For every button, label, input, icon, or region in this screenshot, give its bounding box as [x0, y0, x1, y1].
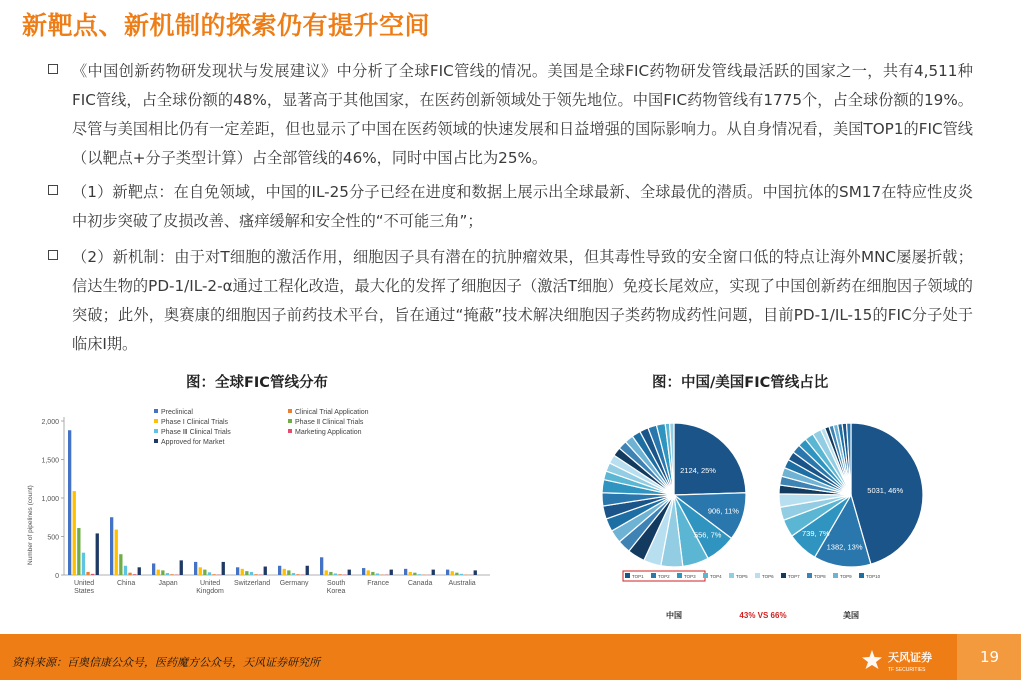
bar-9-2 — [460, 574, 463, 575]
bar-1-6 — [138, 567, 141, 575]
bar-2-3 — [170, 574, 173, 575]
bullet-square-icon — [48, 250, 58, 260]
bar-5-2 — [292, 573, 295, 575]
bar-0-4 — [77, 528, 80, 575]
bar-3-4 — [203, 570, 206, 575]
legend-swatch — [807, 573, 812, 578]
y-tick-label: 2,000 — [41, 419, 59, 426]
legend-label: Approved for Market — [161, 439, 225, 446]
legend-label: Marketing Application — [295, 429, 362, 436]
page-title: 新靶点、新机制的探索仍有提升空间 — [22, 11, 431, 40]
legend-swatch — [288, 419, 292, 423]
footer — [0, 634, 1021, 680]
x-tick-label: Kingdom — [196, 588, 224, 595]
bar-6-0 — [320, 557, 323, 575]
bar-4-4 — [245, 571, 248, 575]
bar-5-1 — [283, 569, 286, 575]
bar-0-2 — [82, 553, 85, 575]
legend-label: TOP8 — [814, 574, 826, 579]
bar-6-6 — [348, 570, 351, 575]
legend-label: TOP2 — [658, 574, 670, 579]
legend-swatch — [729, 573, 734, 578]
bar-3-3 — [212, 574, 215, 575]
bar-6-3 — [338, 574, 341, 575]
y-tick-label: 500 — [47, 534, 59, 542]
bar-0-5 — [91, 574, 94, 575]
legend-label: Phase Ⅲ Clinical Trials — [161, 429, 231, 436]
bar-5-6 — [306, 566, 309, 575]
bar-9-0 — [446, 570, 449, 575]
y-tick-label: 1,000 — [41, 496, 59, 503]
legend-label: TOP5 — [736, 574, 748, 579]
bar-9-4 — [455, 573, 458, 575]
bar-0-1 — [73, 491, 76, 575]
x-tick-label: United — [73, 580, 95, 587]
pie-label: 1382, 13% — [826, 542, 863, 552]
page-number: 19 — [980, 648, 1000, 666]
x-tick-label: Canada — [407, 580, 433, 587]
legend-swatch — [703, 573, 708, 578]
comparison-label: 43% VS 66% — [739, 611, 787, 620]
bar-5-4 — [287, 570, 290, 575]
bar-1-1 — [115, 530, 118, 575]
legend-label: Phase Ⅰ Clinical Trials — [161, 419, 229, 426]
x-tick-label: Korea — [326, 588, 346, 595]
legend-swatch — [288, 409, 292, 413]
legend-swatch — [154, 409, 158, 413]
legend-swatch — [154, 439, 158, 443]
pie-label: 739, 7% — [802, 529, 830, 539]
legend-swatch — [755, 573, 760, 578]
legend-swatch — [154, 429, 158, 433]
bar-4-6 — [264, 567, 267, 575]
pie-label: 906, 11% — [707, 506, 739, 516]
pie-name: 美国 — [843, 611, 859, 620]
bar-4-3 — [254, 574, 257, 575]
legend-label: Preclinical — [161, 409, 193, 416]
bar-0-0 — [68, 430, 71, 575]
bullet-new-mechanism — [48, 243, 973, 359]
x-tick-label: Switzerland — [234, 580, 271, 587]
bar-8-1 — [409, 572, 412, 575]
x-tick-label: France — [367, 580, 389, 587]
pie-label: 5031, 46% — [867, 486, 904, 496]
logo-star-icon — [862, 650, 882, 669]
bar-2-4 — [161, 570, 164, 575]
bar-8-6 — [432, 570, 435, 575]
bar-6-1 — [325, 570, 328, 575]
bar-7-1 — [367, 570, 370, 575]
bar-1-4 — [119, 554, 122, 575]
x-tick-label: Japan — [158, 580, 178, 587]
pie-slice — [674, 423, 746, 495]
bar-5-0 — [278, 566, 281, 575]
legend-swatch — [288, 429, 292, 433]
legend-label: TOP6 — [762, 574, 774, 579]
x-tick-label: China — [116, 580, 136, 587]
legend-label: Clinical Trial Application — [295, 409, 369, 416]
x-tick-label: States — [74, 588, 95, 595]
bar-1-5 — [133, 574, 136, 575]
logo-name: 天风证券 — [888, 652, 932, 664]
bar-2-0 — [152, 563, 155, 575]
legend-swatch — [154, 419, 158, 423]
legend-label: TOP3 — [684, 574, 696, 579]
bar-8-4 — [413, 573, 416, 575]
bar-3-1 — [199, 567, 202, 575]
bar-3-0 — [194, 562, 197, 575]
bar-8-2 — [418, 574, 421, 575]
legend-label: TOP7 — [788, 574, 800, 579]
legend-label: TOP9 — [840, 574, 852, 579]
x-tick-label: South — [326, 580, 346, 587]
bar-2-6 — [180, 560, 183, 575]
y-axis-title: Number of pipelines (count) — [27, 485, 34, 565]
bar-4-2 — [250, 572, 253, 575]
pie-label: 2124, 25% — [680, 466, 716, 476]
bar-8-0 — [404, 569, 407, 575]
company-logo — [860, 648, 940, 674]
bullet-overview — [48, 57, 973, 173]
bar-9-6 — [474, 570, 477, 575]
bar-2-1 — [157, 570, 160, 575]
legend-swatch — [859, 573, 864, 578]
bar-5-3 — [296, 574, 299, 575]
pie-chart — [595, 405, 945, 625]
legend-label: TOP1 — [632, 574, 644, 579]
bar-4-1 — [241, 569, 244, 575]
bar-6-4 — [329, 572, 332, 575]
bar-7-0 — [362, 568, 365, 575]
bar-9-1 — [451, 571, 454, 575]
figure-title-left: 图：全球FIC管线分布 — [186, 375, 328, 391]
bar-chart — [20, 405, 500, 605]
logo-sub: TF SECURITIES — [888, 667, 926, 673]
x-tick-label: Germany — [279, 580, 309, 587]
y-tick-label: 0 — [55, 573, 59, 580]
legend-label: TOP4 — [710, 574, 722, 579]
x-tick-label: Australia — [448, 580, 476, 587]
legend-label: Phase Ⅱ Clinical Trials — [295, 419, 364, 426]
pie-label: 556, 7% — [693, 530, 722, 540]
bullet-text: （2）新机制：由于对T细胞的激活作用，细胞因子具有潜在的抗肿瘤效果，但其毒性导致的安全窗口低的特点让海外MNC屡屡折戟；信达生物的PD-1/IL-2-α通过工程化改造，最大化的发挥了细胞因子（激活T细胞）免疫长尾效应，实现了中国创新药在细胞因子领域的突破；此外，奥赛康的细胞因子前药技术平台，旨在通过“掩蔽”技术解决细胞因子类药物成药性问题，目前PD-1/IL-15的FIC分子处于临床Ⅰ期。 — [72, 248, 973, 353]
legend-swatch — [677, 573, 682, 578]
bar-3-6 — [222, 562, 225, 575]
bullet-text: （1）新靶点：在自免领域，中国的IL-25分子已经在进度和数据上展示出全球最新、全球最优的潜质。中国抗体的SM17在特应性皮炎中初步突破了皮损改善、瘙痒缓解和安全性的“不可能三角”； — [72, 183, 973, 230]
bar-3-2 — [208, 572, 211, 575]
bar-4-0 — [236, 567, 239, 575]
y-tick-label: 1,500 — [41, 457, 59, 465]
figure-title-right: 图：中国/美国FIC管线占比 — [652, 375, 829, 391]
bullet-text: 《中国创新药物研发现状与发展建议》中分析了全球FIC管线的情况。美国是全球FIC药物研发管线最活跃的国家之一，共有4,511种FIC管线，占全球份额的48%，显著高于其他国家，在医药创新领域处于领先地位。中国FIC药物管线有1775个，占全球份额的19%。尽管与美国相比仍有一定差距，但也显示了中国在医药领域的快速发展和日益增强的国际影响力。从自身情况看，美国TOP1的FIC管线（以靶点+分子类型计算）占全部管线的46%，同时中国占比为25%。 — [72, 62, 973, 167]
bullet-square-icon — [48, 185, 58, 195]
legend-swatch — [833, 573, 838, 578]
pie-name: 中国 — [666, 611, 682, 620]
bullet-square-icon — [48, 64, 58, 74]
bar-0-6 — [96, 533, 99, 575]
bar-1-3 — [128, 573, 131, 575]
legend-swatch — [781, 573, 786, 578]
bar-0-3 — [86, 572, 89, 575]
legend-swatch — [625, 573, 630, 578]
bar-6-2 — [334, 573, 337, 575]
bar-7-6 — [390, 570, 393, 575]
bar-7-4 — [371, 572, 374, 575]
bar-1-2 — [124, 566, 127, 575]
bar-1-0 — [110, 517, 113, 575]
bullet-new-target — [48, 178, 973, 236]
legend-swatch — [651, 573, 656, 578]
bar-7-2 — [376, 573, 379, 575]
bar-2-2 — [166, 573, 169, 575]
source-note: 资料来源：百奥信康公众号，医药魔方公众号，天风证券研究所 — [12, 656, 320, 669]
x-tick-label: United — [199, 580, 221, 587]
legend-label: TOP10 — [866, 574, 881, 579]
